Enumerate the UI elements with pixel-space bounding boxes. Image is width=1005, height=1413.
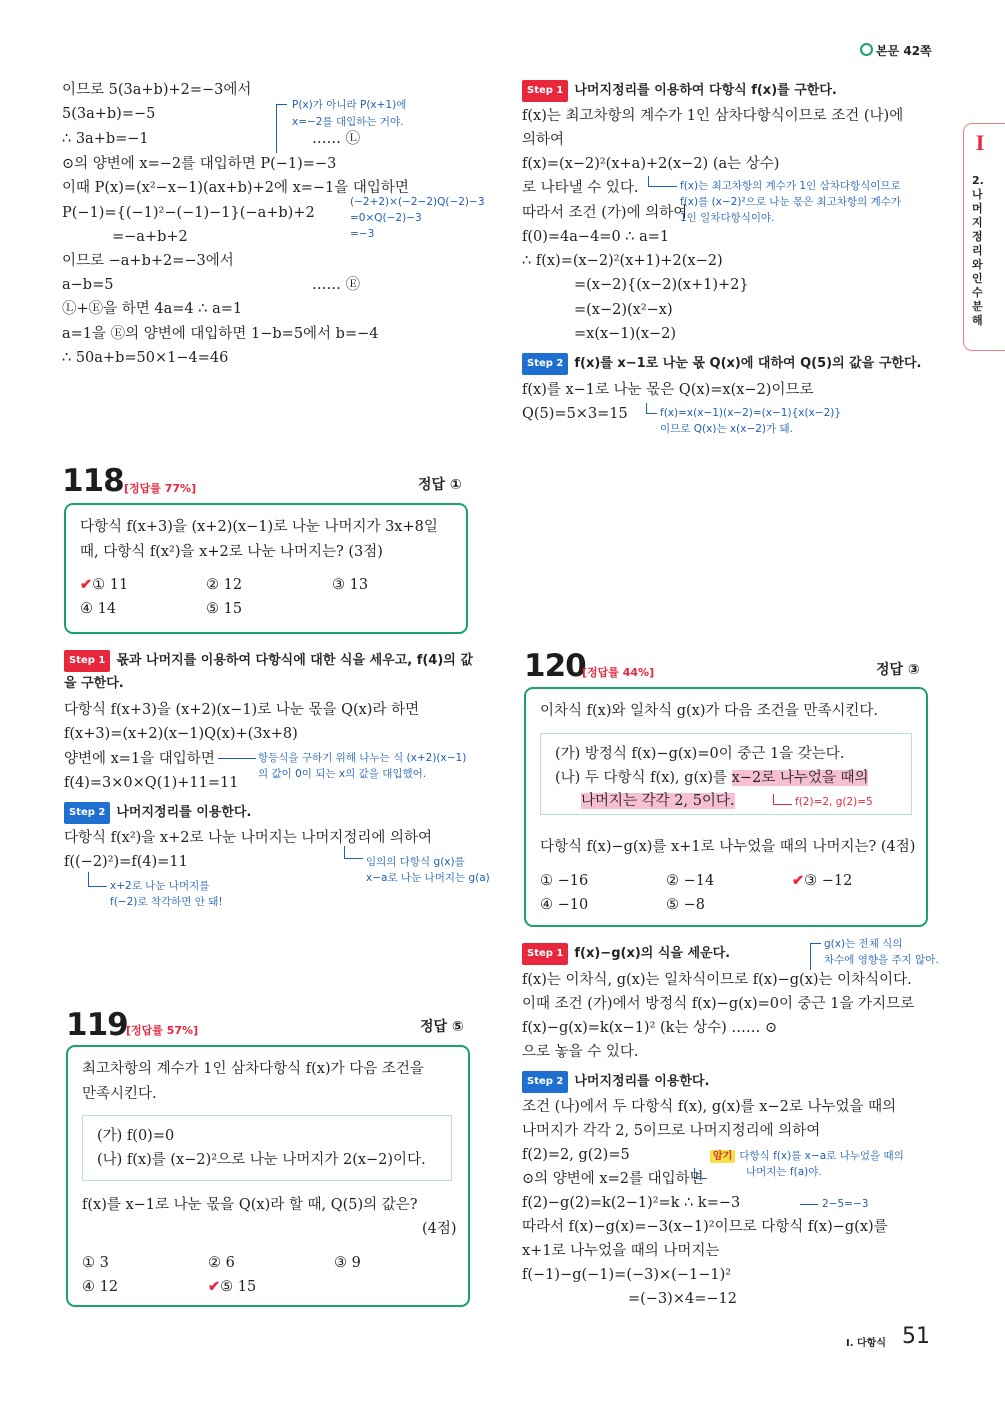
step-badge: Step 2 (522, 353, 568, 375)
annotation-arrow (694, 1168, 707, 1179)
annotation-note: 임의의 다항식 g(x)를 (366, 856, 465, 868)
chapter-title: 2. 나머지정리와 인수분해 (972, 174, 984, 327)
choice-5[interactable]: ✔⑤ 15 (208, 1278, 257, 1295)
text-line: x+1로 나누었을 때의 나머지는 (522, 1243, 720, 1259)
step-heading: Step 2 f(x)를 x−1로 나눈 몫 Q(x)에 대하여 Q(5)의 값을 구한다. (522, 353, 921, 375)
text-line: 양변에 x=1을 대입하면 (64, 751, 215, 767)
text-line: a−b=5 (62, 277, 114, 293)
question-box (524, 687, 928, 927)
question-text: 만족시킨다. (82, 1086, 157, 1102)
text-line: =(−3)×4=−12 (628, 1291, 737, 1307)
annotation-note: x+2로 나눈 나머지를 (110, 880, 210, 892)
footer-chapter: I. 다항식 (846, 1338, 886, 1349)
choice-4[interactable]: ④ 14 (80, 601, 117, 617)
choice-3[interactable]: ③ 13 (332, 577, 369, 593)
choice-2[interactable]: ② 6 (208, 1255, 235, 1271)
annotation-arrow (276, 104, 287, 153)
annotation-note: g(x)는 전체 식의 (824, 938, 903, 950)
annotation-note: 2−5=−3 (822, 1198, 869, 1210)
annotation-note: (−2+2)×(−2−2)Q(−2)−3 (350, 196, 485, 208)
choice-1[interactable]: ✔① 11 (80, 576, 129, 593)
question-text: f(x)를 x−1로 나눈 몫을 Q(x)라 할 때, Q(5)의 값은? (82, 1197, 418, 1213)
text-line: ∴ 3a+b=−1 (62, 131, 149, 147)
chapter-side-tab (963, 123, 1005, 351)
accuracy-rate: [정답률 44%] (582, 666, 655, 679)
answer-label: 정답 ⑤ (420, 1019, 464, 1035)
question-text: 이차식 f(x)와 일차식 g(x)가 다음 조건을 만족시킨다. (540, 703, 879, 719)
text-line: 이므로 −a+b+2=−3에서 (62, 253, 234, 269)
annotation-note: 의 값이 0이 되는 x의 값을 대입했어. (258, 768, 427, 780)
equation-tag: …… Ⓔ (312, 277, 361, 293)
step-heading: Step 1 나머지정리를 이용하여 다항식 f(x)를 구한다. (522, 80, 837, 102)
text-line: f(x)는 이차식, g(x)는 일차식이므로 f(x)−g(x)는 이차식이다. (522, 972, 912, 988)
step-badge: Step 1 (522, 80, 568, 102)
choice-4[interactable]: ④ −10 (540, 897, 589, 913)
choice-2[interactable]: ② 12 (206, 577, 243, 593)
conditions-box (540, 733, 912, 815)
text-line: 이므로 5(3a+b)+2=−3에서 (62, 82, 252, 98)
equation-tag: …… Ⓛ (312, 131, 361, 147)
circle-icon (860, 43, 873, 56)
step-badge: Step 1 (64, 650, 110, 672)
text-line: f(x+3)=(x+2)(x−1)Q(x)+(3x+8) (64, 726, 298, 742)
text-line: Ⓛ+Ⓔ을 하면 4a=4 ∴ a=1 (62, 301, 243, 317)
page-number: 51 (902, 1324, 930, 1349)
choice-5[interactable]: ⑤ 15 (206, 601, 243, 617)
text-line: P(−1)={(−1)²−(−1)−1}(−a+b)+2 (62, 205, 315, 221)
page-reference: 본문 42쪽 (860, 42, 932, 59)
condition-b: (나) 두 다항식 f(x), g(x)를 x−2로 나누었을 때의 (555, 770, 869, 786)
answer-label: 정답 ③ (876, 662, 920, 678)
annotation-note: 항등식을 구하기 위해 나누는 식 (x+2)(x−1) (258, 752, 467, 764)
choice-1[interactable]: ① −16 (540, 873, 589, 889)
annotation-arrow (648, 176, 677, 187)
text-line: 으로 놓을 수 있다. (522, 1044, 639, 1060)
step-heading: Step 2 나머지정리를 이용한다. (522, 1071, 709, 1093)
problem-number: 118 (62, 463, 124, 499)
chapter-roman: I (975, 130, 985, 155)
question-text: 때, 다항식 f(x²)을 x+2로 나눈 나머지는? (3점) (80, 544, 383, 560)
question-text: 다항식 f(x)−g(x)를 x+1로 나누었을 때의 나머지는? (4점) (540, 839, 916, 855)
text-line: =(x−2){(x−2)(x+1)+2} (574, 277, 749, 293)
annotation-arrow (800, 1204, 818, 1205)
annotation-note: P(x)가 아니라 P(x+1)에 (292, 99, 407, 111)
text-line: f(x)를 x−1로 나눈 몫은 Q(x)=x(x−2)이므로 (522, 382, 814, 398)
choice-1[interactable]: ① 3 (82, 1255, 109, 1271)
text-line: 5(3a+b)=−5 (62, 106, 156, 122)
text-line: f((−2)²)=f(4)=11 (64, 854, 188, 870)
question-text: 다항식 f(x+3)을 (x+2)(x−1)로 나눈 나머지가 3x+8일 (80, 519, 438, 535)
choice-5[interactable]: ⑤ −8 (666, 897, 705, 913)
text-line: 조건 (나)에서 두 다항식 f(x), g(x)를 x−2로 나누었을 때의 (522, 1099, 897, 1115)
annotation-arrow (344, 846, 363, 859)
check-icon: ✔ (80, 576, 93, 593)
annotation-note: f(x)를 (x−2)²으로 나눈 몫은 최고차항의 계수가 (680, 196, 902, 208)
text-line: 다항식 f(x+3)을 (x+2)(x−1)로 나눈 몫을 Q(x)라 하면 (64, 702, 420, 718)
accuracy-rate: [정답률 57%] (126, 1024, 199, 1037)
annotation-note: 이므로 Q(x)는 x(x−2)가 돼. (660, 423, 793, 435)
annotation-note: =−3 (350, 228, 375, 240)
step-heading: Step 1 몫과 나머지를 이용하여 다항식에 대한 식을 세우고, f(4)의 값 (64, 650, 473, 672)
condition-a: (가) 방정식 f(x)−g(x)=0이 중근 1을 갖는다. (555, 746, 845, 762)
text-line: 로 나타낼 수 있다. (522, 180, 639, 196)
choice-3[interactable]: ③ 9 (334, 1255, 361, 1271)
text-line: f(x)−g(x)=k(x−1)² (k는 상수) …… ⊙ (522, 1020, 778, 1036)
text-line: 따라서 f(x)−g(x)=−3(x−1)²이므로 다항식 f(x)−g(x)를 (522, 1219, 888, 1235)
annotation-arrow (810, 943, 821, 970)
text-line: 이때 조건 (가)에서 방정식 f(x)−g(x)=0이 중근 1을 가지므로 (522, 996, 915, 1012)
text-line: f(2)−g(2)=k(2−1)²=k ∴ k=−3 (522, 1195, 741, 1211)
annotation-note: f(2)=2, g(2)=5 (795, 796, 873, 808)
text-line: ∴ 50a+b=50×1−4=46 (62, 350, 229, 366)
text-line: f(2)=2, g(2)=5 (522, 1147, 630, 1163)
step-badge: Step 2 (522, 1071, 568, 1093)
question-box (66, 1045, 470, 1307)
annotation-arrow (773, 794, 792, 805)
condition-a: (가) f(0)=0 (97, 1128, 175, 1144)
step-heading-cont: 을 구한다. (64, 676, 124, 691)
conditions-box (82, 1115, 452, 1181)
condition-b-cont: 나머지는 각각 2, 5이다. (581, 793, 735, 809)
text-line: =(x−2)(x²−x) (574, 302, 673, 318)
accuracy-rate: [정답률 77%] (124, 482, 197, 495)
step-heading: Step 2 나머지정리를 이용한다. (64, 802, 251, 824)
annotation-arrow (218, 758, 256, 759)
annotation-note: f(−2)로 착각하면 안 돼! (110, 896, 223, 908)
annotation-note: x=−2를 대입하는 거야. (292, 116, 404, 128)
annotation-arrow (88, 872, 107, 887)
annotation-note: 1인 일차다항식이야. (680, 212, 775, 224)
step-heading: Step 1 f(x)−g(x)의 식을 세운다. (522, 943, 730, 965)
annotation-note: f(x)는 최고차항의 계수가 1인 삼차다항식이므로 (680, 180, 901, 192)
check-icon: ✔ (792, 872, 805, 889)
annotation-arrow (646, 403, 657, 414)
text-line: 다항식 f(x²)을 x+2로 나눈 나머지는 나머지정리에 의하여 (64, 830, 433, 846)
choice-4[interactable]: ④ 12 (82, 1279, 119, 1295)
text-line: ⊙의 양변에 x=2를 대입하면 (522, 1171, 704, 1187)
text-line: 따라서 조건 (가)에 의하여 (522, 205, 688, 221)
text-line: Q(5)=5×3=15 (522, 406, 628, 422)
step-badge: Step 1 (522, 943, 568, 965)
text-line: ⊙의 양변에 x=−2를 대입하면 P(−1)=−3 (62, 156, 337, 172)
question-text: 최고차항의 계수가 1인 삼차다항식 f(x)가 다음 조건을 (82, 1061, 424, 1077)
text-line: f(0)=4a−4=0 ∴ a=1 (522, 229, 670, 245)
step-badge: Step 2 (64, 802, 110, 824)
condition-b: (나) f(x)를 (x−2)²으로 나눈 나머지가 2(x−2)이다. (97, 1152, 426, 1168)
choice-2[interactable]: ② −14 (666, 873, 715, 889)
annotation-note: =0×Q(−2)−3 (350, 212, 422, 224)
text-line: 의하여 (522, 132, 565, 148)
points: (4점) (422, 1221, 457, 1237)
annotation-note: 암기 다항식 f(x)를 x−a로 나누었을 때의 (710, 1150, 904, 1163)
annotation-note: 차수에 영향을 주지 않아. (824, 954, 939, 966)
text-line: f(x)는 최고차항의 계수가 1인 삼차다항식이므로 조건 (나)에 (522, 108, 904, 124)
memorize-tag: 암기 (710, 1150, 735, 1163)
text-line: a=1을 Ⓔ의 양변에 대입하면 1−b=5에서 b=−4 (62, 326, 379, 342)
annotation-note: x−a로 나눈 나머지는 g(a) (366, 872, 490, 884)
text-line: =−a+b+2 (112, 229, 188, 245)
check-icon: ✔ (208, 1278, 221, 1295)
text-line: 이때 P(x)=(x²−x−1)(ax+b)+2에 x=−1을 대입하면 (62, 180, 409, 196)
annotation-note: f(x)=x(x−1)(x−2)=(x−1){x(x−2)} (660, 407, 842, 419)
text-line: f(−1)−g(−1)=(−3)×(−1−1)² (522, 1267, 732, 1283)
text-line: 나머지가 각각 2, 5이므로 나머지정리에 의하여 (522, 1123, 821, 1139)
question-box (64, 503, 468, 634)
text-line: ∴ f(x)=(x−2)²(x+1)+2(x−2) (522, 253, 723, 269)
text-line: f(x)=(x−2)²(x+a)+2(x−2) (a는 상수) (522, 156, 780, 172)
text-line: f(4)=3×0×Q(1)+11=11 (64, 775, 239, 791)
choice-3[interactable]: ✔③ −12 (792, 872, 853, 889)
answer-label: 정답 ① (418, 477, 462, 493)
annotation-note: 나머지는 f(a)야. (746, 1166, 822, 1178)
problem-number: 119 (66, 1007, 128, 1043)
text-line: =x(x−1)(x−2) (574, 326, 677, 342)
problem-number: 120 (524, 648, 586, 684)
